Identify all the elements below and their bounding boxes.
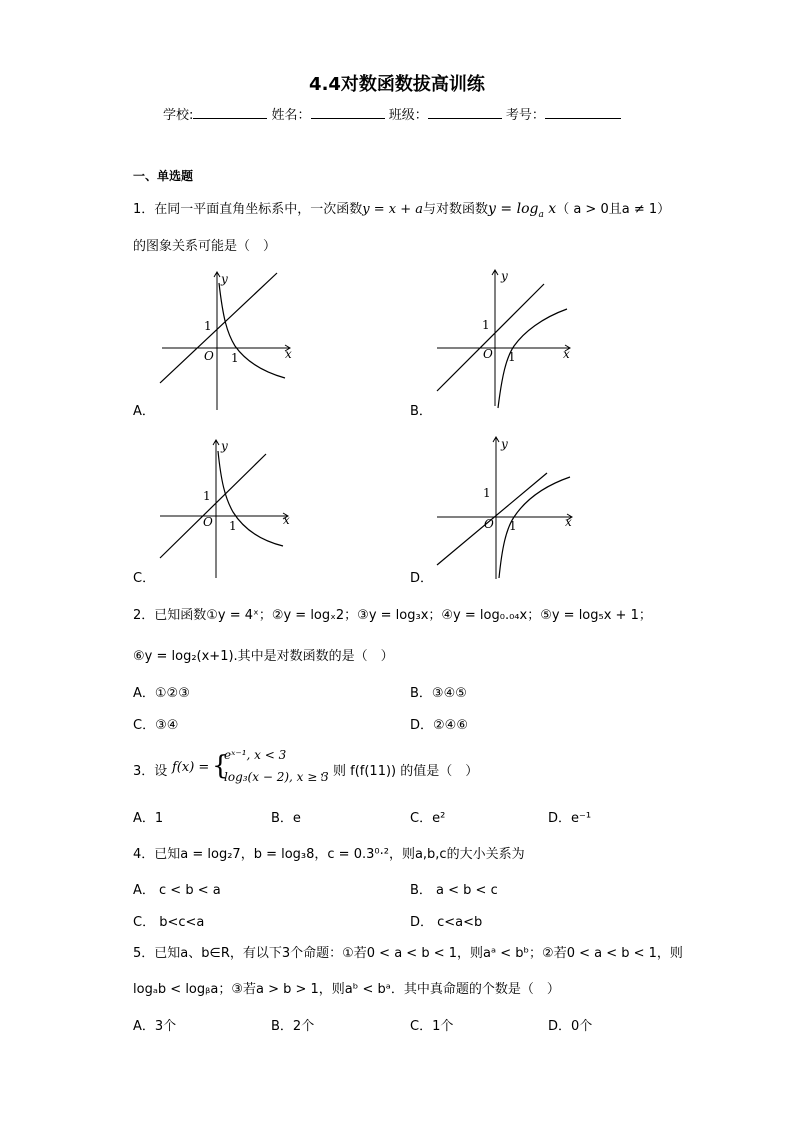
- q1-log-base: a: [538, 209, 544, 220]
- y-tick-label: 1: [483, 486, 491, 500]
- q1-log-text: y = log: [488, 201, 539, 217]
- q1-log: [488, 201, 557, 220]
- q2-option-b[interactable]: B．③④⑤: [410, 686, 467, 701]
- y-label: y: [501, 269, 508, 283]
- linear-line: [160, 454, 266, 558]
- q1-cond: （ a > 0且a ≠ 1）: [556, 202, 671, 217]
- y-label: y: [221, 439, 228, 453]
- school-blank[interactable]: [193, 105, 267, 119]
- q4-line1: 4．已知a = log₂7，b = log₃8，c = 0.3⁰·²，则a,b,c的大小关系为: [133, 847, 525, 862]
- q4-option-b[interactable]: B． a < b < c: [410, 883, 498, 898]
- x-tick-label: 1: [231, 351, 239, 365]
- q3-option-d[interactable]: D．e⁻¹: [548, 811, 592, 826]
- q1-option-c[interactable]: C．: [133, 571, 156, 586]
- name-label: 姓名：: [271, 108, 311, 123]
- x-label: x: [565, 515, 572, 529]
- y-label: y: [501, 437, 508, 451]
- x-label: x: [283, 513, 290, 527]
- q4-option-c[interactable]: C． b<c<a: [133, 915, 205, 930]
- q1-line2: 的图象关系可能是（ ）: [133, 239, 277, 254]
- q1-graph-d: [432, 433, 577, 581]
- q1-line1: [133, 198, 670, 220]
- q1-option-d[interactable]: D．: [410, 571, 434, 586]
- section-heading: 一、单选题: [133, 169, 194, 183]
- q5-option-a[interactable]: A．3个: [133, 1019, 177, 1034]
- x-label: x: [563, 347, 570, 361]
- x-tick-label: 1: [229, 519, 237, 533]
- q5-option-b[interactable]: B．2个: [271, 1019, 315, 1034]
- q3-option-b[interactable]: B．e: [271, 811, 301, 826]
- name-blank[interactable]: [311, 105, 385, 119]
- q3-case2: log₃(x − 2), x ≥ 3: [224, 770, 329, 784]
- q1-graph-a: [155, 268, 295, 413]
- y-label: y: [221, 272, 228, 286]
- q5-option-c[interactable]: C．1个: [410, 1019, 454, 1034]
- origin-label: O: [483, 347, 493, 361]
- q3-option-a[interactable]: A．1: [133, 811, 164, 826]
- q1-prefix: 1．在同一平面直角坐标系中，一次函数: [133, 202, 363, 217]
- q2-option-d[interactable]: D．②④⑥: [410, 718, 468, 733]
- y-tick-label: 1: [204, 319, 212, 333]
- q3-fx: f(x) =: [172, 760, 210, 775]
- x-tick-label: 1: [508, 350, 516, 364]
- origin-label: O: [203, 515, 213, 529]
- class-label: 班级：: [388, 108, 428, 123]
- q5-option-d[interactable]: D．0个: [548, 1019, 593, 1034]
- q5-line1: 5．已知a、b∈R，有以下3个命题：①若0 < a < b < 1，则aᵃ < bᵇ；②若0 < a < b < 1，则: [133, 946, 683, 961]
- exam-blank[interactable]: [545, 105, 621, 119]
- q4-option-d[interactable]: D． c<a<b: [410, 915, 483, 930]
- x-tick-label: 1: [509, 519, 517, 533]
- x-label: x: [285, 347, 292, 361]
- q3-prefix: 3．设: [133, 764, 168, 779]
- q3-brace: {: [212, 751, 229, 781]
- student-info-line: [163, 104, 621, 123]
- q3-case1: eˣ⁻¹, x < 3: [224, 748, 287, 762]
- q1-graph-c: [155, 436, 295, 581]
- q1-graph-b: [432, 266, 577, 411]
- class-blank[interactable]: [428, 105, 502, 119]
- q2-line1: 2．已知函数①y = 4ˣ；②y = logₓ2；③y = log₃x；④y = log₀.₀₄x；⑤y = log₅x + 1；: [133, 608, 652, 623]
- q2-line2: ⑥y = log₂(x+1).其中是对数函数的是（ ）: [133, 649, 394, 664]
- q2-option-a[interactable]: A．①②③: [133, 686, 190, 701]
- q2-option-c[interactable]: C．③④: [133, 718, 179, 733]
- exam-label: 考号：: [505, 108, 545, 123]
- q3-suffix: ，则 f(f(11)) 的值是（ ）: [320, 764, 479, 779]
- q1-option-b[interactable]: B．: [410, 404, 432, 419]
- y-tick-label: 1: [203, 489, 211, 503]
- q5-line2: logₐb < logᵦa；③若a > b > 1，则aᵇ < bᵃ．其中真命题的个数是（ ）: [133, 982, 560, 997]
- q1-linear: y = x + a: [362, 202, 424, 217]
- y-tick-label: 1: [482, 318, 490, 332]
- q1-log-arg: x: [543, 201, 557, 217]
- linear-line: [160, 273, 277, 383]
- log-curve: [218, 451, 283, 546]
- linear-line: [437, 284, 544, 391]
- origin-label: O: [484, 517, 494, 531]
- page-title: 4.4对数函数拔高训练: [309, 74, 485, 95]
- q1-option-a[interactable]: A．: [133, 404, 155, 419]
- school-label: 学校:: [163, 108, 194, 123]
- q4-option-a[interactable]: A． c < b < a: [133, 883, 221, 898]
- origin-label: O: [204, 349, 214, 363]
- q3-option-c[interactable]: C．e²: [410, 811, 446, 826]
- q1-mid: 与对数函数: [423, 202, 489, 217]
